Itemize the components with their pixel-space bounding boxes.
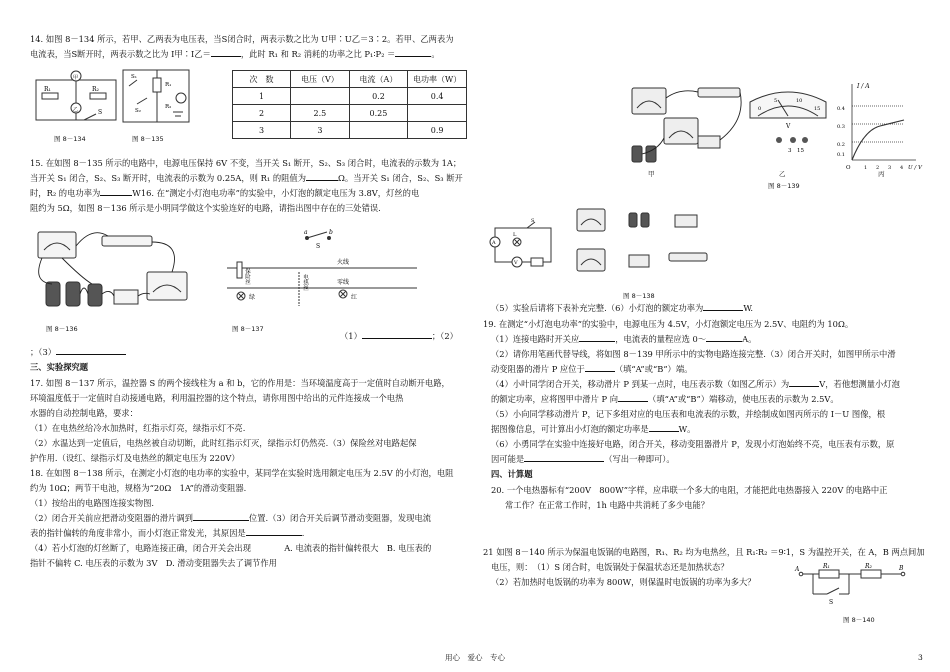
data-table bbox=[232, 70, 467, 139]
fig140-caption: 图 8－140 bbox=[843, 616, 875, 624]
q18-line2: 约为 10Ω；两节干电池，规格为“20Ω 1A”的滑动变阻器. bbox=[30, 483, 247, 493]
fig139-xlabel: U / V bbox=[908, 165, 922, 171]
fig137-red-label: 红 bbox=[351, 294, 358, 301]
q19-line10 bbox=[491, 453, 675, 466]
fig134-r1-label: R₁ bbox=[44, 86, 51, 93]
q14-line2 bbox=[30, 48, 440, 61]
page-number: 3 bbox=[918, 653, 923, 662]
q19-line2 bbox=[491, 333, 756, 346]
figure-8-140 bbox=[793, 560, 913, 610]
q19-text-a: （1）连接电路时开关应 bbox=[491, 334, 580, 344]
q19-text-g: V，若他想测量小灯泡 bbox=[819, 379, 900, 389]
fig139-xtick: 4 bbox=[900, 165, 904, 171]
answer-line-part1 bbox=[340, 330, 458, 343]
fig137-caption: 图 8－137 bbox=[232, 325, 264, 333]
q19-text-f: （4）小叶同学闭合开关，移动滑片 P 到某一点时，电压表示数（如图乙所示）为 bbox=[491, 379, 790, 389]
q17-line5: （2）水温达到一定值后，电热丝被自动切断，此时红指示灯灭，绿指示灯仍然亮.（3）保险丝对电路起保 bbox=[30, 438, 417, 448]
fig139-ytick: 0.2 bbox=[837, 142, 845, 148]
q19-text-j: 据图像信息，可计算出小灯泡的额定功率是 bbox=[491, 424, 649, 434]
q18-line1: 18. 在如图 8－138 所示，在测定小灯泡的电功率的实验中，某同学在实验时选用额定电压为 2.5V 的小灯泡，电阻 bbox=[30, 468, 454, 478]
fig138-a-label: A bbox=[492, 240, 496, 246]
figure-8-138-components bbox=[573, 205, 733, 285]
table-header-cell: 电压（V） bbox=[291, 71, 350, 88]
table-row bbox=[233, 122, 467, 139]
fig139-xtick: 2 bbox=[876, 165, 880, 171]
table-cell[interactable] bbox=[408, 105, 467, 122]
fig137-s-label: S bbox=[316, 243, 321, 250]
fig134-caption: 图 8－134 bbox=[54, 135, 86, 143]
q19-text-e: （填“A”或“B”）端。 bbox=[614, 364, 693, 374]
q19-line7: （5）小向同学移动滑片 P，记下多组对应的电压表和电流表的示数，并绘制成如图丙所示的 I－U 图像，根 bbox=[491, 409, 886, 419]
q15-blank-1[interactable] bbox=[306, 180, 338, 181]
q17-line4: （1）在电热丝给冷水加热时，红指示灯亮，绿指示灯不亮. bbox=[30, 423, 246, 433]
answer-blank-3[interactable] bbox=[56, 354, 126, 355]
q18-part5-text: （5）实验后请将下表补充完整.（6）小灯泡的额定功率为 bbox=[491, 303, 704, 313]
q15-line3 bbox=[30, 187, 419, 200]
q19-line8 bbox=[491, 423, 695, 436]
fig139-xtick: 3 bbox=[888, 165, 892, 171]
table-cell: 2.5 bbox=[291, 105, 350, 122]
q21-line1: 21 如图 8－140 所示为保温电饭锅的电路图，R₁、R₂ 均为电热丝，且 R₁∶R₂ ＝9∶1，S 为温控开关，在 A，B 两点间加 bbox=[483, 547, 925, 557]
fig136-caption: 图 8－136 bbox=[46, 325, 78, 333]
q19-blank-6[interactable] bbox=[649, 431, 679, 432]
q21-line2: 电压，则： （1）S 闭合时，电饭锅处于保温状态还是加热状态？ bbox=[491, 562, 729, 572]
fig139-meter-10: 10 bbox=[796, 98, 803, 104]
fig139-xtick: 1 bbox=[864, 165, 868, 171]
fig139-meter-15: 15 bbox=[814, 106, 821, 112]
q15-text-b: Ω。当开关 S₁ 闭合，S₂、S₃ 断开 bbox=[338, 173, 463, 183]
fig134-yi-label: 乙 bbox=[73, 107, 79, 113]
fig134-s-label: S bbox=[98, 109, 103, 116]
fig139-meter-0: 0 bbox=[758, 106, 762, 112]
fig139-bing-label: 丙 bbox=[878, 170, 885, 178]
q19-text-h: 的额定功率，应将图甲中滑片 P 向 bbox=[491, 394, 619, 404]
q18-text-b: 位置.（3）闭合开关后调节滑动变阻器，发现电流 bbox=[248, 513, 432, 523]
q18-line6: （4）若小灯泡的灯丝断了，电路连接正确，闭合开关会出现 A. 电流表的指针偏转很大 B. 电压表的 bbox=[30, 543, 432, 553]
figure-8-137 bbox=[227, 222, 417, 320]
q18-blank-1[interactable] bbox=[193, 520, 249, 521]
q17-line3: 水器的自动控制电路，要求： bbox=[30, 408, 138, 418]
q14-text-b: ，此时 R₁ 和 R₂ 消耗的功率之比 P₁∶P₂ ＝ bbox=[240, 49, 396, 59]
q19-text-b: ，电流表的量程应选 0～ bbox=[615, 334, 707, 344]
q17-line2: 环境温度低于一定值时自动接通电路，利用温控器的这个特点，请你用图中给出的元件连接成一个电热 bbox=[30, 393, 404, 403]
q18-part5-line bbox=[491, 302, 753, 315]
q19-blank-5[interactable] bbox=[618, 401, 648, 402]
answer-label-2: ；（2） bbox=[431, 331, 458, 341]
figure-8-139 bbox=[628, 80, 922, 180]
q18-part5-unit: W. bbox=[743, 303, 754, 313]
q14-text-c: 。 bbox=[431, 49, 440, 59]
table-cell[interactable] bbox=[349, 122, 408, 139]
q19-line4 bbox=[491, 363, 692, 376]
fig137-b-label: b bbox=[329, 229, 333, 236]
fig139-ytick: 0.3 bbox=[837, 124, 845, 130]
fig135-s1-label: S₁ bbox=[131, 74, 137, 80]
q19-line5 bbox=[491, 378, 900, 391]
q19-text-d: 动变阻器的滑片 P 应位于 bbox=[491, 364, 585, 374]
fig138-l-label: L bbox=[513, 232, 517, 238]
q19-text-l: 因可能是 bbox=[491, 454, 525, 464]
fig139-terms: 3 15 bbox=[788, 148, 804, 154]
table-header-cell: 次 数 bbox=[233, 71, 291, 88]
fig134-jia-label: 甲 bbox=[73, 75, 79, 81]
fig138-s-label: S bbox=[531, 218, 535, 224]
fig139-xtick: O bbox=[846, 165, 851, 171]
fig140-r2-label: R₂ bbox=[865, 563, 872, 570]
q17-line6: 护作用.（设红、绿指示灯及电热丝的额定电压为 220V） bbox=[30, 453, 240, 463]
fig139-ylabel: I / A bbox=[857, 83, 870, 90]
fig139-ytick: 0.1 bbox=[837, 152, 845, 158]
fig140-s-label: S bbox=[829, 599, 834, 606]
answer-label-3: ；（3） bbox=[30, 347, 57, 357]
table-cell: 3 bbox=[233, 122, 291, 139]
q15-line2 bbox=[30, 172, 463, 185]
table-header-cell: 电功率（W） bbox=[408, 71, 467, 88]
table-cell: 0.25 bbox=[349, 105, 408, 122]
fig135-r1-label: R₁ bbox=[165, 82, 172, 88]
q18-blank-3[interactable] bbox=[703, 310, 743, 311]
fig137-fuse-label: 保险丝 bbox=[244, 268, 250, 285]
fig138-caption: 图 8－138 bbox=[623, 292, 655, 300]
table-row bbox=[233, 88, 467, 105]
q14-text-a: 电流表，当S断开时，两表示数之比为 I甲∶I乙＝ bbox=[30, 49, 211, 59]
q17-line1: 17. 如图 8－137 所示，温控器 S 的两个接线柱为 a 和 b，它的作用是：当环境温度高于一定值时自动断开电路， bbox=[30, 378, 450, 388]
q15-line1: 15. 在如图 8－135 所示的电路中，电源电压保持 6V 不变，当开关 S₁ 断开，S₂、S₃ 闭合时，电流表的示数为 1A； bbox=[30, 158, 462, 168]
table-cell: 1 bbox=[233, 88, 291, 105]
q18-text-c: 表的指针偏转的角度非常小，而小灯泡正常发光，其原因是 bbox=[30, 528, 246, 538]
q19-text-m: （写出一种即可）。 bbox=[604, 454, 675, 464]
figure-8-136 bbox=[32, 222, 197, 320]
fig137-zero-label: 零线 bbox=[337, 279, 350, 286]
q21-line3: （2）若加热时电饭锅的功率为 800W，则保温时电饭锅的功率为多大？ bbox=[491, 577, 756, 587]
table-cell: 0.4 bbox=[408, 88, 467, 105]
fig135-caption: 图 8－135 bbox=[132, 135, 164, 143]
table-cell: 3 bbox=[291, 122, 350, 139]
q15-text-a: 当开关 S₁ 闭合，S₂、S₃ 断开时，电流表的示数为 0.25A，则 R₁ 的阻值为 bbox=[30, 173, 307, 183]
q16-line4: 阻约为 5Ω，如图 8－136 所示是小明同学做这个实验连好的电路，请指出图中存在的三处错误. bbox=[30, 203, 381, 213]
q19-blank-2[interactable] bbox=[706, 341, 742, 342]
q19-line1: 19. 在测定“小灯泡电功率”的实验中，电源电压为 4.5V，小灯泡额定电压为 2.5V、电阻约为 10Ω。 bbox=[483, 319, 854, 329]
fig139-ytick: 0.4 bbox=[837, 106, 845, 112]
q19-blank-3[interactable] bbox=[585, 371, 615, 372]
answer-label-1: （1） bbox=[340, 331, 362, 341]
q18-text-d: . bbox=[301, 528, 305, 538]
footer-center: 用心 爱心 专心 bbox=[445, 653, 505, 662]
fig140-r1-label: R₁ bbox=[823, 563, 830, 570]
fig137-fire-label: 火线 bbox=[337, 259, 350, 266]
q19-blank-7[interactable] bbox=[524, 461, 604, 462]
q18-line7: 指针不偏转 C. 电压表的示数为 3V D. 滑动变阻器失去了调节作用 bbox=[30, 558, 277, 568]
table-row bbox=[233, 105, 467, 122]
table-cell: 0.9 bbox=[408, 122, 467, 139]
answer-blank-1[interactable] bbox=[362, 338, 432, 339]
q19-blank-4[interactable] bbox=[789, 386, 819, 387]
q19-blank-1[interactable] bbox=[579, 341, 615, 342]
figure-8-134 bbox=[30, 66, 122, 128]
q15-text-c: 时，R₂ 的电功率为 bbox=[30, 188, 101, 198]
fig139-v-label: V bbox=[786, 123, 791, 130]
section-4-heading: 四、计算题 bbox=[491, 469, 533, 479]
section-3-heading: 三、实验探究题 bbox=[30, 362, 89, 372]
fig137-heater-label: 电热丝 bbox=[302, 274, 308, 291]
figure-8-138-schematic bbox=[487, 212, 557, 272]
q19-text-k: W。 bbox=[678, 424, 696, 434]
fig137-a-label: a bbox=[304, 229, 308, 236]
q14-blank-2[interactable] bbox=[395, 56, 431, 57]
table-header-row bbox=[233, 71, 467, 88]
q18-line4 bbox=[30, 512, 431, 525]
q20-line2: 常工作？在正常工作时，1h 电路中共消耗了多少电能？ bbox=[505, 500, 710, 510]
q18-line3: （1）按给出的电路图连接实物图. bbox=[30, 498, 155, 508]
table-cell[interactable] bbox=[291, 88, 350, 105]
q19-text-i: （填“A”或“B”）端移动，使电压表的示数为 2.5V。 bbox=[648, 394, 839, 404]
fig134-r2-label: R₂ bbox=[92, 86, 99, 93]
q18-blank-2[interactable] bbox=[246, 535, 302, 536]
fig135-r2-label: R₂ bbox=[165, 104, 172, 110]
q19-line6 bbox=[491, 393, 839, 406]
table-cell: 2 bbox=[233, 105, 291, 122]
fig139-yi-label: 乙 bbox=[779, 170, 786, 178]
table-header-cell: 电流（A） bbox=[349, 71, 408, 88]
fig140-b-label: B bbox=[899, 565, 904, 572]
q20-line1: 20. 一个电热器标有“200V 800W”字样，应串联一个多大的电阻，才能把此电热器接入 220V 的电路中正 bbox=[491, 485, 888, 495]
fig139-meter-5: 5 bbox=[774, 98, 778, 104]
q19-text-c: A。 bbox=[742, 334, 757, 344]
fig139-caption: 图 8－139 bbox=[768, 182, 800, 190]
fig140-a-label: A bbox=[795, 566, 800, 573]
q15-text-d: W16. 在“测定小灯泡电功率”的实验中，小灯泡的额定电压为 3.8V，灯丝的电 bbox=[132, 188, 420, 198]
q19-line3: （2）请你用笔画代替导线，将如图 8－139 甲所示中的实物电路连接完整.（3）闭合开关时，如图甲所示中滑 bbox=[491, 349, 896, 359]
q18-text-a: （2）闭合开关前应把滑动变阻器的滑片调到 bbox=[30, 513, 193, 523]
fig135-s2-label: S₂ bbox=[135, 108, 141, 114]
fig137-green-label: 绿 bbox=[249, 294, 256, 301]
q14-line1: 14. 如图 8－134 所示，若甲、乙两表为电压表，当S闭合时，两表示数之比为 U甲∶U乙＝3∶2。若甲、乙两表为 bbox=[30, 34, 454, 44]
q15-blank-2[interactable] bbox=[100, 195, 132, 196]
fig139-jia-label: 甲 bbox=[648, 170, 655, 178]
table-cell: 0.2 bbox=[349, 88, 408, 105]
figure-8-135 bbox=[117, 64, 197, 130]
fig138-v-label: V bbox=[514, 260, 518, 266]
answer-line-part2 bbox=[30, 346, 126, 359]
q18-line5 bbox=[30, 527, 304, 540]
q19-line9: （6）小勇同学在实验中连接好电路，闭合开关，移动变阻器滑片 P，发现小灯泡始终不亮，电压表有示数，原 bbox=[491, 439, 895, 449]
q14-blank-1[interactable] bbox=[211, 56, 241, 57]
